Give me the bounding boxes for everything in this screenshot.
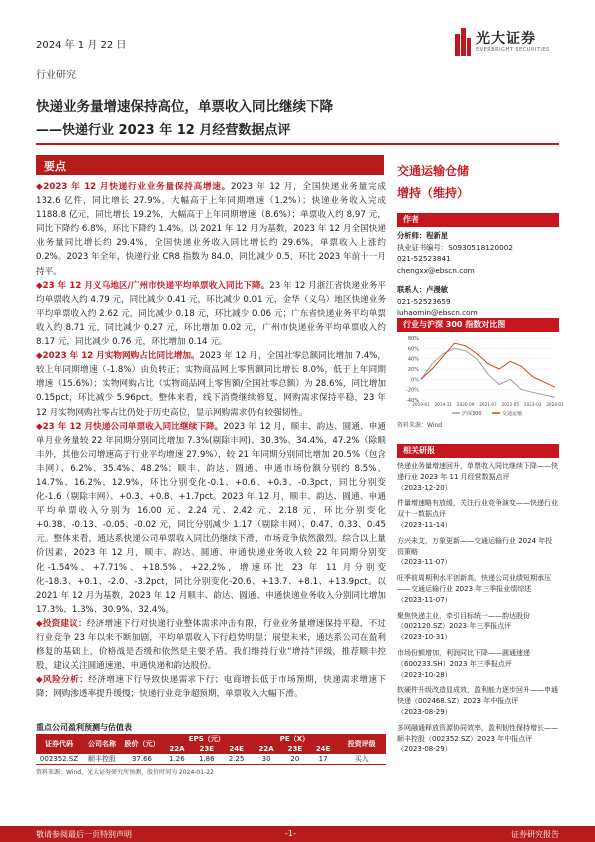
table-subhead: 24E xyxy=(229,745,244,753)
logo-text-en: EVERBRIGHT SECURITIES xyxy=(476,47,550,53)
related-item[interactable]: 旺季前周期利水平创新高，快递公司业绩短期承压——交通运输行业 2023 年三季报业绩综述 （2023-11-07） xyxy=(397,574,551,604)
table-subhead: 24E xyxy=(315,745,331,753)
x-tick-label: 2019-01 xyxy=(412,402,430,407)
y-tick-label: 40% xyxy=(407,356,419,363)
chart-header: 行业与沪深 300 指数对比图 xyxy=(397,318,559,332)
table-cell: 1.26 xyxy=(169,755,185,763)
point-paragraph: ◆风险分析：经济增速下行导致快递需求下行；电商增长低于市场预期，快递需求增速下降；网购渗透率提升缓慢；快递行业竞争超预期，单票收入大幅下滑。 xyxy=(36,675,386,700)
point-paragraph: ◆投资建议：经济增速下行对快递行业整体需求冲击有限，行业业务量增速保持平稳，不过行业竞争 23 年以来不断加剧，平均单票收入下行趋势明显；展望未来，通达系公司在盈利修复的基础上，价格战是否缓和依然是主要矛盾。我们维持行业“增持”评级，推荐顺丰控股，建议关注圆通速递、申通快递和韵达股份。 xyxy=(36,618,386,672)
table-cell: 顺丰控股 xyxy=(88,755,116,763)
analyst-phone: 021-52523841 xyxy=(397,254,451,263)
sector-name: 交通运输仓储 xyxy=(397,164,470,178)
table-head: 投资评级 xyxy=(347,740,376,748)
related-item[interactable]: 件量增速略有放缓，关注行业竞争演变——快递行业双十一数据点评 （2023-11-14） xyxy=(397,499,558,529)
points-header: 要点 xyxy=(36,155,384,175)
related-item[interactable]: 软硬件升级改造显成效，盈利能力逐步回升——申通快递（002468.SZ）2023 年中报点评 （2023-08-29） xyxy=(397,686,558,716)
analyst-email[interactable]: chengxx@ebscn.com xyxy=(397,265,475,275)
legend-label: 交通运输 xyxy=(502,411,523,417)
related-item[interactable]: 聚焦快递主业，牵引目标统一——韵达股份（002120.SZ）2023 年三季报点评 （2023-10-31） xyxy=(397,611,530,642)
table-cell: 37.66 xyxy=(131,755,153,763)
footer-type: 证券研究报告 xyxy=(511,830,559,839)
table-subhead: 22A xyxy=(169,745,185,753)
footer-disclaimer: 敬请参阅最后一页特别声明 xyxy=(36,830,132,839)
page-number: -1- xyxy=(285,829,296,838)
contact-email[interactable]: luhaomin@ebscn.com xyxy=(397,308,478,317)
y-tick-label: -20% xyxy=(406,387,419,394)
point-paragraph: ◆23 年 12 月义乌地区/广州市快递平均单票收入同比下降。23 年 12 月浙江省快递业务平均单票收入约 4.79 元，同比减少 0.41 元，环比减少 0.01 元，金华（义乌）地区快递业务平均单票收入约 2.62 元，同比减少 0.18 元，环比减少 0.06 元；广东省快递业务平均单票收入约 8.71 元，同比减少 0.27 元，环比增加 0.02 元，广州市快递业务平均单票收入约 8.17 元，同比减少 0.76 元，环比增加 0.14 元。 xyxy=(36,280,386,348)
x-tick-label: 2020-09 xyxy=(456,402,475,407)
table-cell: 002352.SZ xyxy=(39,755,79,763)
table-subhead: 23E xyxy=(287,745,303,753)
point-paragraph: ◆2023 年 12 月实物网购占比同比增加。2023 年 12 月，全国社零总额同比增加 7.4%，较上年同期增速（-1.8%）由负转正；实物商品网上零售额同比增长 8.0%，低于上年同期增速（15.6%）；实物网购占比（实物商品网上零售额/全国社零总额）为 28.6%，同比增加 0.15pct，环比减少 5.96pct。整体来看，线下消费继续修复，网购需求保持平稳，23 年 12 月实物网购社零占比仍处于历史高位，显示网购需求仍有较强韧性。 xyxy=(36,351,386,418)
contact-phone: 021-52523659 xyxy=(397,296,451,306)
table-cell: 买入 xyxy=(354,755,369,763)
report-category: 行业研究 xyxy=(36,70,76,81)
y-tick-label: 20% xyxy=(407,367,419,373)
analyst-name: 分析师：程新星 xyxy=(397,231,449,240)
analyst-license: 执业证书编号：S0930518120002 xyxy=(397,242,514,252)
x-tick-label: 2022-05 xyxy=(501,402,520,407)
related-header: 相关研报 xyxy=(397,444,559,458)
table-head: EPS（元） xyxy=(188,735,225,743)
x-tick-label: 2019-11 xyxy=(434,402,453,407)
table-cell: 2.25 xyxy=(228,755,245,763)
page-footer xyxy=(0,826,595,842)
x-tick-label: 2023-03 xyxy=(523,402,542,407)
table-head: 证券代码 xyxy=(45,740,73,748)
chart-block xyxy=(397,318,564,429)
table-subhead: 22A xyxy=(258,745,274,753)
chart-source: 资料来源：Wind xyxy=(397,422,443,429)
related-item[interactable]: 市场份额增加，利润同比下降——圆通速递（600233.SH）2023 年三季报点评 （2023-10-28） xyxy=(397,648,530,679)
author-header: 作者 xyxy=(397,213,559,227)
table-source: 资料来源：Wind，光大证券研究所预测，股价时间为 2024-01-22 xyxy=(36,769,214,776)
title-divider xyxy=(36,143,559,145)
logo-text-cn: 光大证券 xyxy=(476,31,536,47)
forecast-table xyxy=(36,734,386,776)
sector-block xyxy=(397,160,469,204)
y-tick-label: 80% xyxy=(407,336,419,342)
report-subtitle: ——快递行业 2023 年 12 月经营数据点评 xyxy=(36,123,291,138)
logo-mark-icon xyxy=(455,28,471,56)
report-title: 快递业务量增速保持高位，单票收入同比继续下降 xyxy=(36,99,333,115)
related-item[interactable]: 方兴未艾，万象更新——交通运输行业 2024 年投资策略 （2023-11-07） xyxy=(397,536,553,567)
y-tick-label: 60% xyxy=(407,346,419,353)
table-head: 股价（元） xyxy=(124,740,160,748)
table-subhead: 23E xyxy=(199,745,215,753)
table-head: 公司名称 xyxy=(88,740,116,748)
sector-rating: 增持（维持） xyxy=(397,186,470,200)
related-list xyxy=(397,456,559,755)
legend-label: 沪深300 xyxy=(462,411,482,417)
table-title: 重点公司盈利预测与估值表 xyxy=(36,723,132,732)
table-cell: 20 xyxy=(290,755,300,763)
point-paragraph: ◆2023 年 12 月快递行业业务量保持高增速。2023 年 12 月，全国快递业务量完成 132.6 亿件，同比增长 27.9%，大幅高于上年同期增速（1.2%）；快递业务收入完成 1188.8 亿元，同比增长 19.2%，大幅高于上年同期增速（8.6%）；单票收入约 8.97 元，同比下降约 6.8%，环比下降约 1.4%。以 2021 年 12 月为基数，2023 年 12 月全国快递业务量同比增长约 29.4%，全国快递业务收入同比增长约 29.6%，单票收入上涨约 0.2%。2023 年全年，快递行业 CR8 指数为 84.0，同比减少 0.5，环比 2023 年前十一月持平。 xyxy=(36,182,386,277)
report-date: 2024 年 1 月 22 日 xyxy=(36,40,127,51)
contact-name: 联系人：卢漫敏 xyxy=(397,285,449,294)
series-line xyxy=(421,343,555,387)
y-tick-label: -40% xyxy=(406,398,419,404)
index-comparison-chart xyxy=(397,334,564,418)
x-tick-label: 2024-01 xyxy=(546,402,564,407)
points-body xyxy=(36,180,386,701)
author-block xyxy=(397,213,559,319)
y-tick-label: 0% xyxy=(411,377,419,384)
point-paragraph: ◆23 年 12 月快递公司单票收入同比继续下降。2023 年 12 月，顺丰、韵达、圆通、申通单月业务量较 22 年同期分别同比增加 7.3%(剔除丰网)、30.3%、34.4%、47.2%（除顺丰外，其他公司增速高于行业平均增速 27.9%），较 21 年同期分别同比增加 20.5%（包含丰网）、6.2%、35.4%、48.2%；顺丰、韵达、圆通、申通市场份额分别约 8.5%、14.7%、16.2%、12.9%，环比分别变化-0.1、+0.6、+0.3、-0.3pct，同比分别变化-1.6（剔除丰网）、+0.3、+0.8、+1.7pct。2023 年 12 月，顺丰、韵达、圆通、申通平均单票收入分别为 16.00 元、2.24 元、2.42 元、2.18 元，环比分别变化+0.38、-0.13、-0.05、-0.02 元，同比分别减少 1.17（剔除丰网）、0.47、0.33、0.45 元。整体来看，通达系快递公司单票收入同比仍继续下滑，市场竞争依然激烈。综合以上量价因素，2023 年 12 月，顺丰、韵达、圆通、申通快递业务收入较 22 年同期分别变化-1.54%、+7.71%、+18.5%、+22.2%，增速环比 23 年 11 月分别变化-18.3、+0.1、-2.0、-3.2pct，同比分别变化-20.6、+13.7、+8.1、+13.9pct。以 2021 年 12 月为基数，2023 年 12 月顺丰、韵达、圆通、申通快递业务收入分别同比增加 17.3%、1.3%、30.9%、32.4%。 xyxy=(36,421,386,615)
company-logo xyxy=(455,28,550,56)
related-item[interactable]: 多网融通释放资源协同效率，盈利韧性保持增长——顺丰控股（002352.SZ）2023 年中报点评 （2023-08-29） xyxy=(397,723,558,754)
series-line xyxy=(421,348,555,397)
table-head: PE（X） xyxy=(279,735,310,743)
table-row xyxy=(36,754,386,765)
x-tick-label: 2021-07 xyxy=(479,402,497,407)
table-cell: 30 xyxy=(261,755,271,763)
related-item[interactable]: 快递业务量增速回升，单票收入同比继续下降——快递行业 2023 年 11 月经营数据点评 （2023-12-20） xyxy=(397,462,558,492)
table-cell: 17 xyxy=(318,755,328,763)
table-cell: 1.86 xyxy=(198,755,215,763)
